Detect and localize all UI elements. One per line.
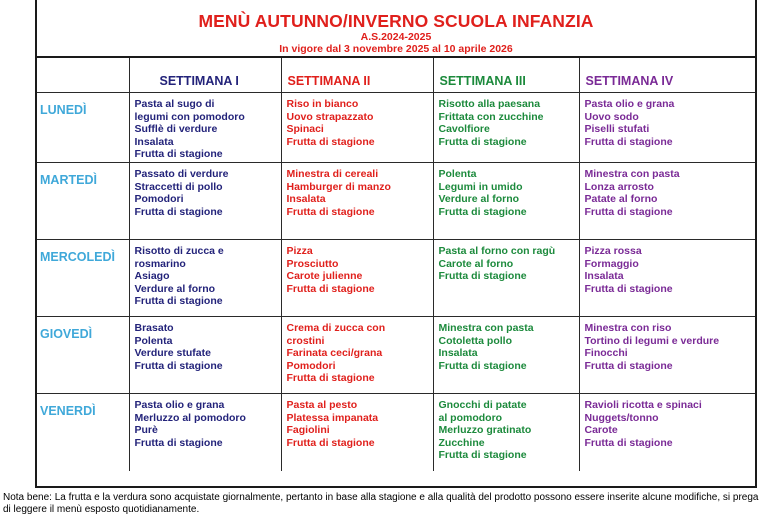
meal-item: Piselli stufati (584, 123, 650, 136)
meal-item: Insalata (438, 347, 478, 360)
meal-item: Passato di verdure (134, 168, 229, 180)
meal-item: Frittata con zucchine (438, 110, 544, 123)
meal-item: Pizza (286, 245, 313, 257)
meal-item: Polenta (438, 168, 477, 180)
meal-item: Risotto alla paesana (438, 98, 541, 110)
meal-item: Carote julienne (286, 270, 363, 283)
meal-item: Pizza rossa (584, 245, 642, 257)
meal-item: Platessa impanata (286, 411, 379, 424)
day-row (37, 394, 755, 471)
meal-item: Frutta di stagione (438, 449, 527, 462)
meal-item: Minestra con pasta (438, 322, 534, 334)
meal-cell-week-2 (281, 93, 433, 163)
meal-item: Insalata (286, 193, 326, 206)
meal-item: crostini (286, 334, 325, 347)
meal-item: Frutta di stagione (584, 359, 673, 372)
meal-item: Minestra con riso (584, 322, 672, 334)
meal-item: Insalata (584, 270, 624, 283)
meal-cell-week-1 (129, 240, 281, 317)
meal-cell-week-1 (129, 394, 281, 471)
meal-item: Brasato (134, 322, 174, 334)
meal-item: Pasta al pesto (286, 399, 358, 411)
meal-item: Pasta al sugo di (134, 98, 215, 110)
meal-cell-week-3 (433, 163, 579, 240)
day-row (37, 163, 755, 240)
meal-item: Frutta di stagione (286, 282, 375, 295)
meal-item: Straccetti di pollo (134, 180, 223, 193)
day-label: LUNEDÌ (37, 93, 129, 163)
meal-item: Lonza arrosto (584, 180, 654, 193)
menu-frame (35, 0, 757, 488)
meal-cell-week-3 (433, 317, 579, 394)
meal-cell-week-4 (579, 240, 755, 317)
week-header-4: SETTIMANA IV (579, 58, 755, 93)
day-row (37, 240, 755, 317)
meal-item: Minestra di cereali (286, 168, 379, 180)
meal-item: Verdure al forno (134, 282, 216, 295)
meal-item: Pomodori (286, 359, 336, 372)
meal-cell-week-4 (579, 317, 755, 394)
meal-item: Verdure stufate (134, 347, 211, 360)
meal-item: Merluzzo al pomodoro (134, 411, 246, 424)
meal-cell-week-3 (433, 240, 579, 317)
day-row (37, 93, 755, 163)
meal-item: Frutta di stagione (286, 205, 375, 218)
meal-item: Patate al forno (584, 193, 658, 206)
menu-title: MENÙ AUTUNNO/INVERNO SCUOLA INFANZIA (198, 11, 594, 31)
meal-cell-week-2 (281, 163, 433, 240)
meal-item: Fagiolini (286, 424, 330, 437)
meal-item: Frutta di stagione (134, 436, 223, 449)
meal-item: Verdure al forno (438, 193, 520, 206)
meal-item: Carote al forno (438, 257, 514, 270)
meal-item: Uovo sodo (584, 110, 639, 123)
meal-item: Risotto di zucca e (134, 245, 224, 257)
meal-item: Pasta olio e grana (584, 98, 675, 110)
meal-cell-week-2 (281, 394, 433, 471)
meal-cell-week-1 (129, 93, 281, 163)
meal-item: Frutta di stagione (438, 135, 527, 148)
meal-cell-week-2 (281, 317, 433, 394)
meal-item: Frutta di stagione (134, 359, 223, 372)
meal-item: Frutta di stagione (438, 270, 527, 283)
meal-item: Frutta di stagione (286, 436, 375, 449)
week-header-row (37, 58, 755, 93)
week-header-3: SETTIMANA III (433, 58, 579, 93)
meal-item: rosmarino (134, 257, 186, 270)
meal-item: legumi con pomodoro (134, 110, 245, 123)
corner-cell (37, 58, 129, 93)
meal-item: Frutta di stagione (584, 436, 673, 449)
meal-item: Asiago (134, 270, 170, 283)
meal-item: Frutta di stagione (584, 135, 673, 148)
meal-item: Riso in bianco (286, 98, 359, 110)
meal-item: Frutta di stagione (438, 359, 527, 372)
meal-item: Frutta di stagione (134, 148, 223, 161)
day-label: MERCOLEDÌ (37, 240, 129, 317)
day-label: VENERDÌ (37, 394, 129, 471)
footnote: Nota bene: La frutta e la verdura sono acquistate giornalmente, pertanto in base alla stagione e alla qualità del prodotto possono essere inserite alcune modifiche, si prega di leggere il menù esposto quotidianamente. (3, 492, 759, 515)
week-header-1: SETTIMANA I (129, 58, 281, 93)
meal-cell-week-3 (433, 394, 579, 471)
meal-item: Pomodori (134, 193, 184, 206)
meal-cell-week-1 (129, 163, 281, 240)
meal-item: Ravioli ricotta e spinaci (584, 399, 702, 411)
day-label: MARTEDÌ (37, 163, 129, 240)
menu-header (37, 0, 755, 58)
meal-item: Purè (134, 424, 158, 437)
meal-item: Prosciutto (286, 257, 339, 270)
meal-item: Frutta di stagione (438, 205, 527, 218)
meal-item: Legumi in umido (438, 180, 523, 193)
meal-item: Farinata ceci/grana (286, 347, 383, 360)
meal-cell-week-2 (281, 240, 433, 317)
meal-item: Gnocchi di patate (438, 399, 527, 411)
meal-item: Nuggets/tonno (584, 411, 659, 424)
meal-cell-week-4 (579, 394, 755, 471)
meal-item: Pasta al forno con ragù (438, 245, 556, 257)
meal-item: Frutta di stagione (134, 205, 223, 218)
meal-item: Frutta di stagione (286, 372, 375, 385)
meal-item: Zucchine (438, 436, 485, 449)
meal-item: Formaggio (584, 257, 639, 270)
meal-item: Frutta di stagione (286, 135, 375, 148)
meal-item: Sufflè di verdure (134, 123, 218, 136)
week-header-2: SETTIMANA II (281, 58, 433, 93)
meal-cell-week-1 (129, 317, 281, 394)
meal-item: Cotoletta pollo (438, 334, 512, 347)
day-row (37, 317, 755, 394)
meal-item: Finocchi (584, 347, 628, 360)
meal-item: Frutta di stagione (584, 205, 673, 218)
meal-item: Uovo strapazzato (286, 110, 374, 123)
meal-cell-week-3 (433, 93, 579, 163)
meal-item: Frutta di stagione (134, 295, 223, 308)
meal-item: Carote (584, 424, 618, 437)
meal-item: Pasta olio e grana (134, 399, 225, 411)
meal-item: Crema di zucca con (286, 322, 386, 334)
validity-period: In vigore dal 3 novembre 2025 al 10 aprile 2026 (279, 43, 513, 55)
school-year: A.S.2024-2025 (360, 31, 432, 43)
meal-item: Tortino di legumi e verdure (584, 334, 720, 347)
meal-item: Merluzzo gratinato (438, 424, 532, 437)
menu-table (37, 58, 755, 471)
meal-item: Polenta (134, 334, 173, 347)
day-label: GIOVEDÌ (37, 317, 129, 394)
meal-item: Spinaci (286, 123, 324, 136)
meal-cell-week-4 (579, 163, 755, 240)
meal-item: Insalata (134, 135, 174, 148)
meal-item: Frutta di stagione (584, 282, 673, 295)
meal-item: al pomodoro (438, 411, 503, 424)
meal-item: Cavolfiore (438, 123, 490, 136)
meal-item: Minestra con pasta (584, 168, 680, 180)
meal-item: Hamburger di manzo (286, 180, 391, 193)
meal-cell-week-4 (579, 93, 755, 163)
